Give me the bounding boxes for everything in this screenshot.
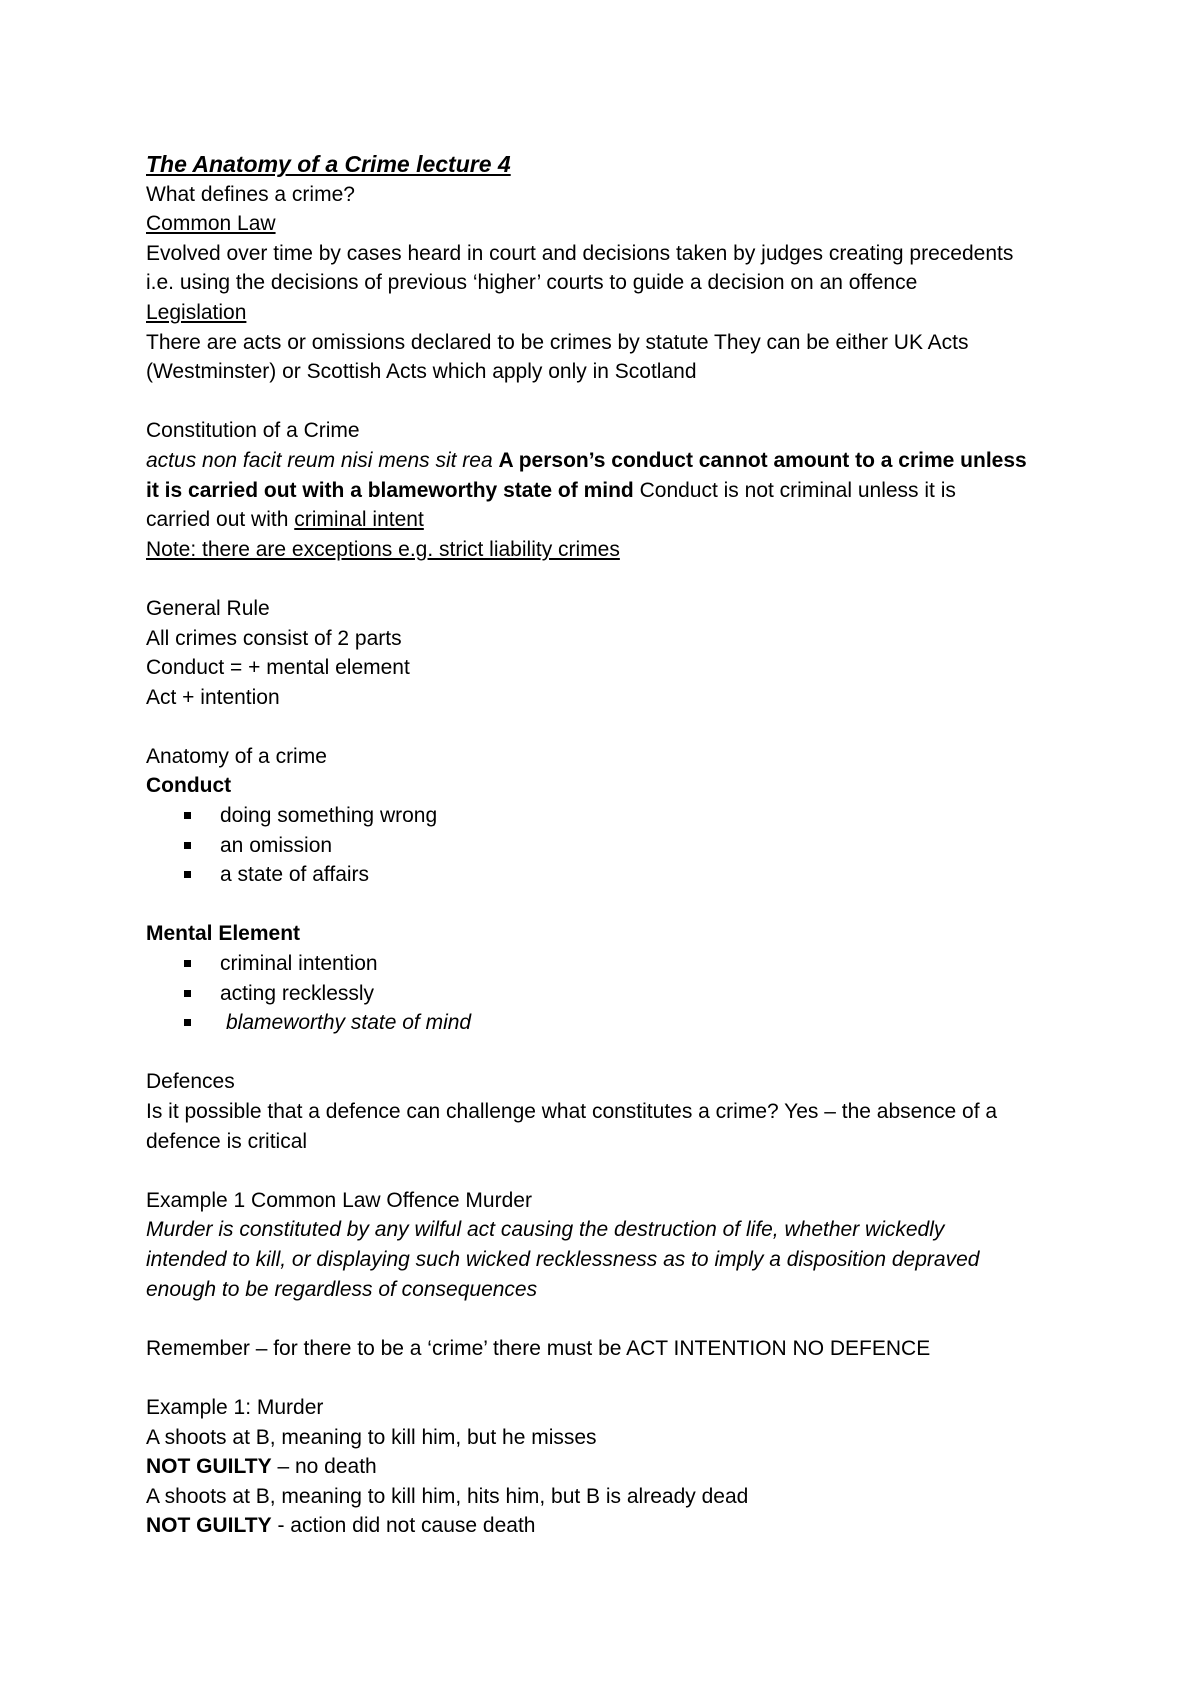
intro-question: What defines a crime? [146,182,355,206]
common-law-heading: Common Law [146,212,276,236]
spacer [146,890,1106,920]
criminal-intent-term: criminal intent [294,508,424,532]
list-item [184,949,1106,979]
scenario-line: A shoots at B, meaning to kill him, hits him, but B is already dead [146,1484,749,1508]
murder-definition-line: Murder is constituted by any wilful act causing the destruction of life, whether wickedly [146,1218,945,1242]
list-item-text: a state of affairs [220,863,370,887]
anatomy-heading: Anatomy of a crime [146,744,327,768]
latin-maxim: actus non facit reum nisi mens sit rea [146,448,493,472]
spacer [146,1156,1106,1186]
square-bullet-icon [184,871,191,878]
constitution-bold-text: it is carried out with a blameworthy state of mind [146,478,634,502]
constitution-plain-text: Conduct is not criminal unless it is [639,478,956,502]
verdict-label: NOT GUILTY [146,1455,272,1479]
legislation-heading: Legislation [146,300,247,324]
conduct-heading: Conduct [146,774,232,798]
verdict-line [146,1452,1106,1482]
general-rule-line: Conduct = + mental element [146,656,410,680]
mental-element-heading: Mental Element [146,922,301,946]
list-item-text: criminal intention [220,952,378,976]
square-bullet-icon [184,842,191,849]
list-item-text: acting recklessly [220,981,375,1005]
constitution-heading: Constitution of a Crime [146,419,360,443]
defences-heading: Defences [146,1070,235,1094]
list-item [184,860,1106,890]
list-item [184,1008,1106,1038]
square-bullet-icon [184,1019,191,1026]
document-page [146,150,1106,1541]
spacer [146,387,1106,417]
verdict-label: NOT GUILTY [146,1514,272,1538]
spacer [146,564,1106,594]
list-item-text: an omission [220,833,333,857]
constitution-bold-text: A person’s conduct cannot amount to a crime unless [498,448,1027,472]
murder-definition-line: enough to be regardless of consequences [146,1277,538,1301]
spacer [146,1304,1106,1334]
spacer [146,712,1106,742]
verdict-line [146,1511,1106,1541]
exceptions-note: Note: there are exceptions e.g. strict liability crimes [146,537,620,561]
list-item-text: doing something wrong [220,804,438,828]
document-title: The Anatomy of a Crime lecture 4 [146,151,511,177]
verdict-reason: – no death [271,1455,377,1479]
general-rule-line: All crimes consist of 2 parts [146,626,402,650]
legislation-text-line: There are acts or omissions declared to be crimes by statute They can be either UK Acts [146,330,969,354]
example-common-law-heading: Example 1 Common Law Offence Murder [146,1188,532,1212]
constitution-line-2 [146,476,1106,506]
list-item [184,801,1106,831]
list-item [184,831,1106,861]
list-item [184,979,1106,1009]
mental-element-list [146,949,1106,1038]
legislation-text-line: (Westminster) or Scottish Acts which apply only in Scotland [146,360,697,384]
constitution-line-3 [146,505,1106,535]
constitution-plain-text: carried out with [146,508,289,532]
murder-definition-line: intended to kill, or displaying such wicked recklessness as to imply a disposition depraved [146,1247,980,1271]
square-bullet-icon [184,960,191,967]
square-bullet-icon [184,990,191,997]
remember-line: Remember – for there to be a ‘crime’ there must be ACT INTENTION NO DEFENCE [146,1336,931,1360]
defences-text-line: defence is critical [146,1129,308,1153]
spacer [146,1363,1106,1393]
general-rule-heading: General Rule [146,596,270,620]
defences-text-line: Is it possible that a defence can challenge what constitutes a crime? Yes – the absence of a [146,1100,998,1123]
example-murder-heading: Example 1: Murder [146,1395,324,1419]
general-rule-line: Act + intention [146,685,280,709]
square-bullet-icon [184,812,191,819]
spacer [146,1038,1106,1068]
list-item-text: blameworthy state of mind [226,1011,472,1035]
conduct-list [146,801,1106,890]
common-law-text-line: Evolved over time by cases heard in court and decisions taken by judges creating precedents [146,241,1014,265]
common-law-text-line: i.e. using the decisions of previous ‘higher’ courts to guide a decision on an offence [146,271,918,295]
constitution-line-1 [146,446,1106,476]
verdict-reason: - action did not cause death [271,1514,536,1538]
scenario-line: A shoots at B, meaning to kill him, but he misses [146,1425,597,1449]
